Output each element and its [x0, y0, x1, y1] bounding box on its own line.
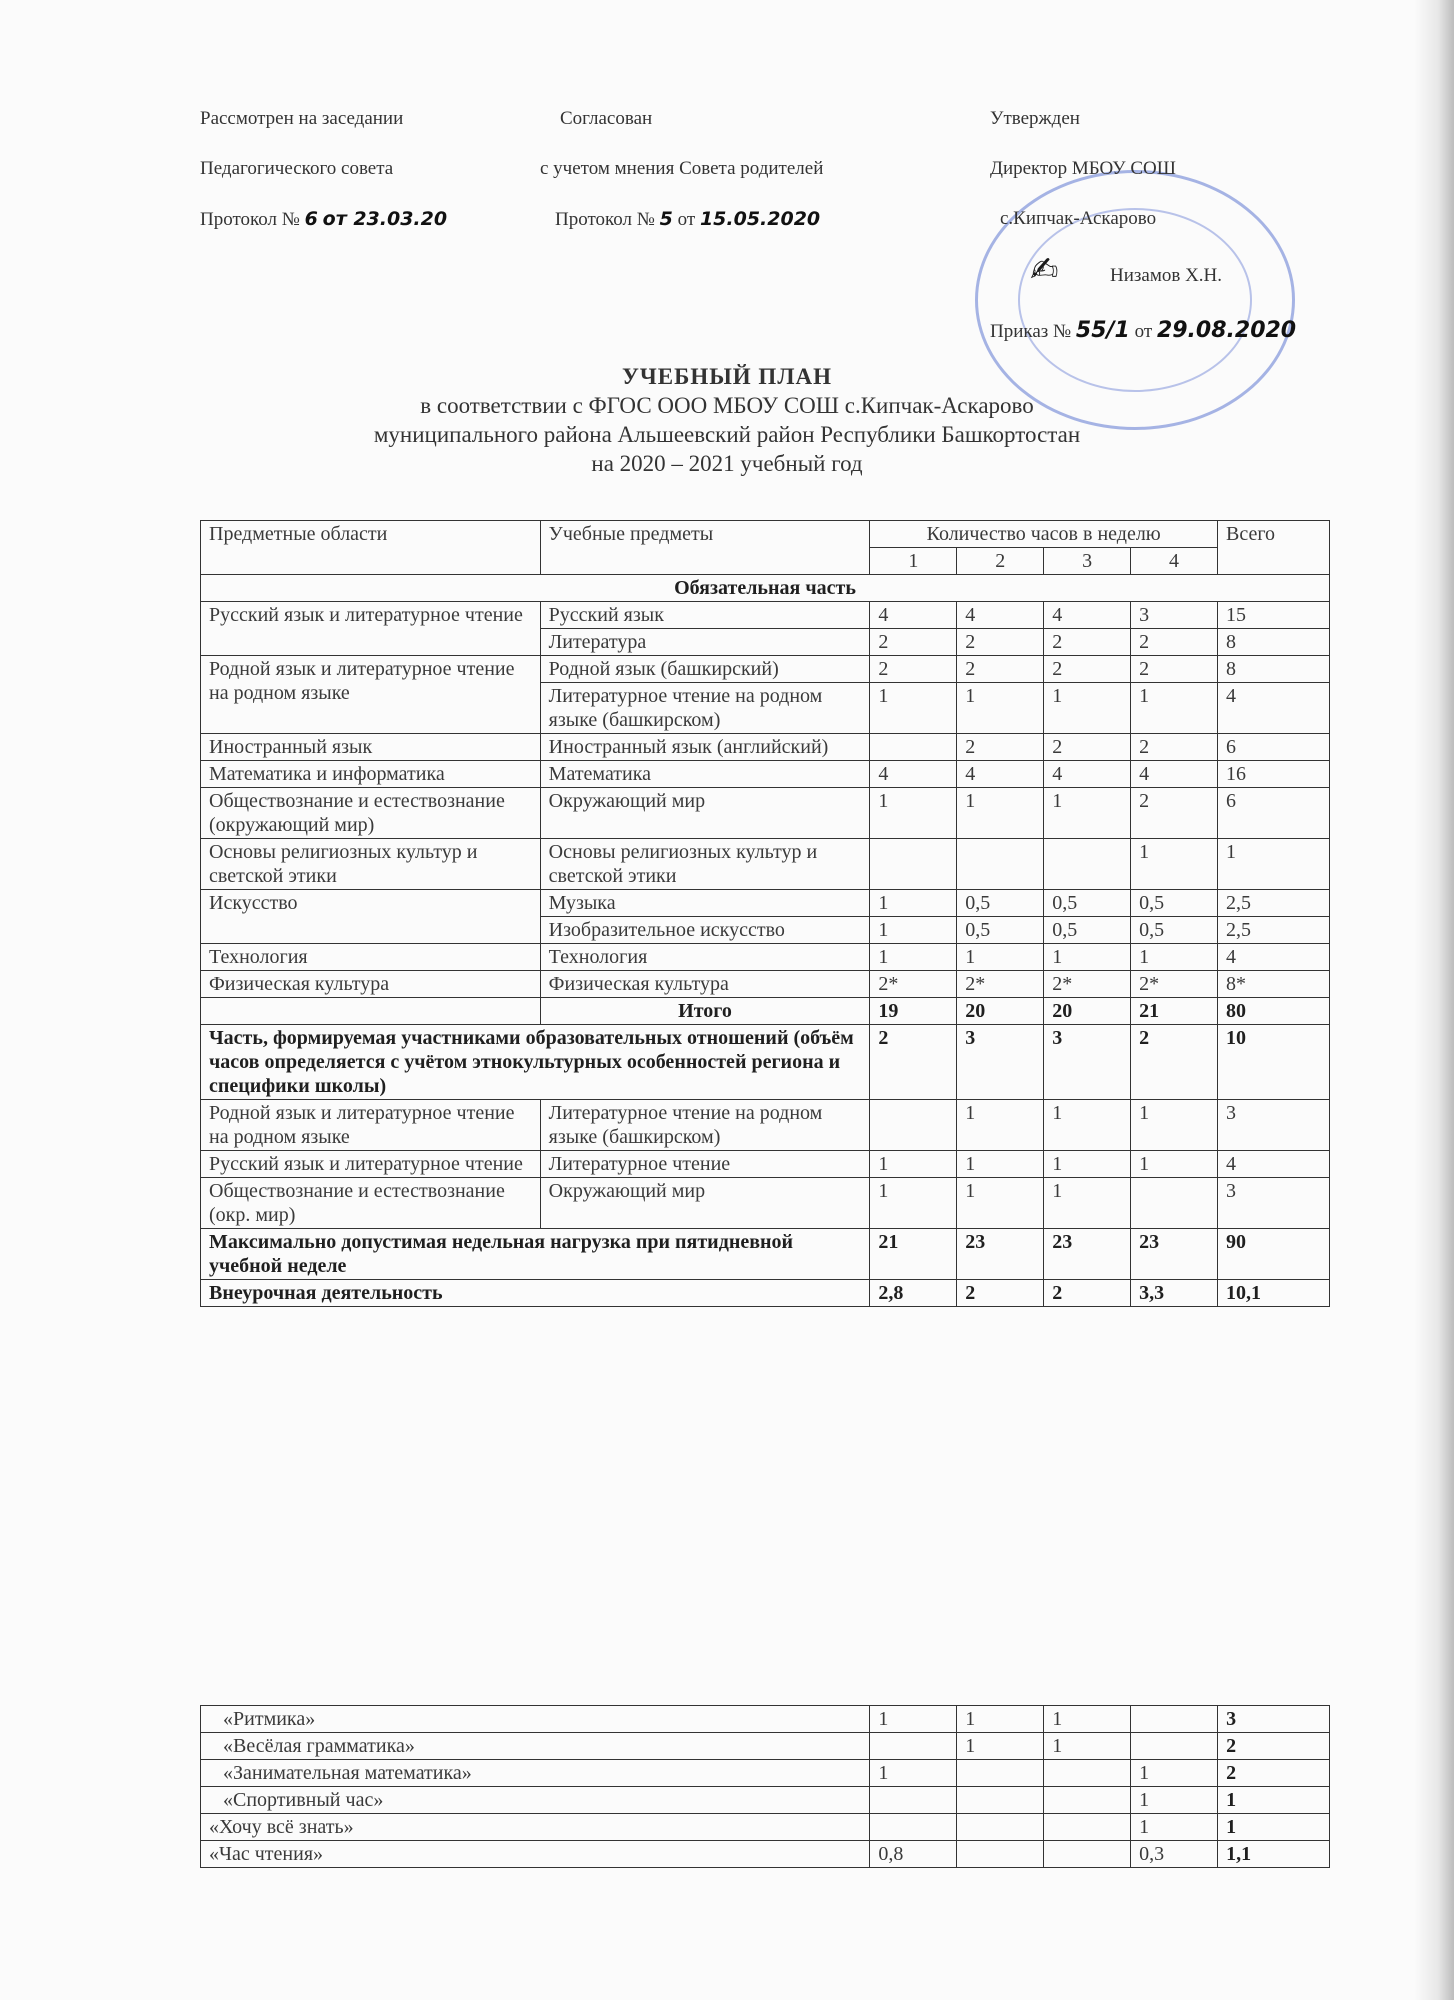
cell-grade-2: 4 — [957, 602, 1044, 629]
cell-grade-4: 2 — [1131, 734, 1218, 761]
cell-grade-1: 1 — [870, 1760, 957, 1787]
cell-grade-1: 0,8 — [870, 1841, 957, 1868]
cell-grade-2: 1 — [957, 788, 1044, 839]
cell-subject: Основы религиозных культур и светской этики — [540, 839, 870, 890]
cell-total: 15 — [1218, 602, 1330, 629]
cell-subject-area: Основы религиозных культур и светской этики — [201, 839, 541, 890]
cell-grade-3 — [1044, 1841, 1131, 1868]
cell-grade-1: 2* — [870, 971, 957, 998]
cell-subject-area: Обществознание и естествознание (окружающий мир) — [201, 788, 541, 839]
cell-grade-1: 1 — [870, 944, 957, 971]
approval-2-date-prefix: от — [677, 209, 696, 230]
table-row — [201, 1100, 1330, 1151]
cell-empty — [201, 998, 541, 1025]
cell-total: 6 — [1218, 734, 1330, 761]
cell-grade-2: 1 — [957, 1100, 1044, 1151]
cell-total: 10,1 — [1218, 1280, 1330, 1307]
approval-1-line3 — [200, 208, 447, 231]
approval-1-protocol-label: Протокол № — [200, 209, 300, 230]
scan-edge-shadow — [1414, 0, 1454, 2000]
grade-2: 2 — [957, 548, 1044, 575]
cell-grade-4: 3,3 — [1131, 1280, 1218, 1307]
cell-subject: Литература — [540, 629, 870, 656]
activity-name: «Час чтения» — [201, 1841, 870, 1868]
table-row — [201, 1151, 1330, 1178]
cell-grade-2 — [957, 1841, 1044, 1868]
cell-grade-3: 0,5 — [1044, 917, 1131, 944]
cell-subject: Математика — [540, 761, 870, 788]
cell-grade-2: 23 — [957, 1229, 1044, 1280]
cell-grade-1: 19 — [870, 998, 957, 1025]
approval-1-protocol-number: 6 — [304, 208, 318, 230]
activity-row — [201, 1787, 1330, 1814]
approval-1-line2: Педагогического совета — [200, 158, 394, 179]
approval-3-line3: с.Кипчак-Аскарово — [1000, 208, 1157, 229]
approval-3-line1: Утвержден — [990, 108, 1080, 129]
cell-grade-2 — [957, 1787, 1044, 1814]
cell-grade-1: 2 — [870, 1025, 957, 1100]
formed-part-label: Часть, формируемая участниками образовательных отношений (объём часов определяется с учётом этнокультурных особенностей региона и специфики школы) — [201, 1025, 870, 1100]
grade-4: 4 — [1131, 548, 1218, 575]
table-row — [201, 944, 1330, 971]
cell-grade-3: 1 — [1044, 1733, 1131, 1760]
cell-subject: Литературное чтение на родном языке (башкирском) — [540, 1100, 870, 1151]
cell-subject-area: Искусство — [201, 890, 541, 944]
cell-total: 3 — [1218, 1100, 1330, 1151]
cell-grade-1 — [870, 1814, 957, 1841]
max-load-row-label: Максимально допустимая недельная нагрузка при пятидневной учебной неделе — [201, 1229, 870, 1280]
table-header-row — [201, 521, 1330, 548]
cell-grade-1: 1 — [870, 683, 957, 734]
activity-name: «Хочу всё знать» — [201, 1814, 870, 1841]
cell-grade-4: 1 — [1131, 839, 1218, 890]
table-row — [201, 788, 1330, 839]
cell-subject: Музыка — [540, 890, 870, 917]
table-row — [201, 839, 1330, 890]
cell-grade-3: 2 — [1044, 1280, 1131, 1307]
cell-total: 8* — [1218, 971, 1330, 998]
approval-3-signer: Низамов Х.Н. — [1110, 265, 1223, 286]
cell-grade-3: 23 — [1044, 1229, 1131, 1280]
cell-grade-3: 2 — [1044, 734, 1131, 761]
cell-total: 80 — [1218, 998, 1330, 1025]
cell-grade-2 — [957, 839, 1044, 890]
cell-grade-3: 2 — [1044, 629, 1131, 656]
cell-grade-4 — [1131, 1706, 1218, 1733]
activity-name: «Ритмика» — [201, 1706, 870, 1733]
cell-total: 4 — [1218, 683, 1330, 734]
title-line4: на 2020 – 2021 учебный год — [591, 451, 863, 476]
cell-subject-area: Родной язык и литературное чтение на родном языке — [201, 656, 541, 734]
cell-grade-4: 0,5 — [1131, 890, 1218, 917]
approval-2-line2: с учетом мнения Совета родителей — [540, 158, 824, 179]
cell-grade-1: 21 — [870, 1229, 957, 1280]
cell-grade-4: 1 — [1131, 944, 1218, 971]
document-title — [0, 362, 1454, 478]
cell-grade-4: 23 — [1131, 1229, 1218, 1280]
cell-subject-area: Русский язык и литературное чтение — [201, 602, 541, 656]
cell-grade-1: 2 — [870, 656, 957, 683]
cell-grade-4: 1 — [1131, 683, 1218, 734]
cell-subject: Литературное чтение на родном языке (башкирском) — [540, 683, 870, 734]
cell-grade-3: 1 — [1044, 683, 1131, 734]
cell-total: 3 — [1218, 1706, 1330, 1733]
cell-grade-4: 1 — [1131, 1151, 1218, 1178]
cell-grade-2: 0,5 — [957, 890, 1044, 917]
grade-3: 3 — [1044, 548, 1131, 575]
cell-grade-2: 1 — [957, 683, 1044, 734]
cell-grade-2: 1 — [957, 944, 1044, 971]
cell-grade-1 — [870, 1787, 957, 1814]
cell-grade-3: 1 — [1044, 788, 1131, 839]
cell-grade-2: 2 — [957, 734, 1044, 761]
cell-grade-3: 1 — [1044, 1706, 1131, 1733]
cell-total: 2 — [1218, 1760, 1330, 1787]
cell-total: 3 — [1218, 1178, 1330, 1229]
cell-grade-2: 3 — [957, 1025, 1044, 1100]
cell-grade-2: 2 — [957, 656, 1044, 683]
cell-grade-1: 2 — [870, 629, 957, 656]
cell-subject: Окружающий мир — [540, 788, 870, 839]
cell-total: 1 — [1218, 1814, 1330, 1841]
cell-grade-4: 2* — [1131, 971, 1218, 998]
approval-3-order-date: 29.08.2020 — [1156, 318, 1297, 343]
activity-name: «Весёлая грамматика» — [201, 1733, 870, 1760]
cell-total: 8 — [1218, 656, 1330, 683]
cell-subject: Русский язык — [540, 602, 870, 629]
cell-grade-4 — [1131, 1178, 1218, 1229]
cell-total: 2 — [1218, 1733, 1330, 1760]
header-total: Всего — [1218, 521, 1330, 575]
approval-3-line2: Директор МБОУ СОШ — [990, 158, 1176, 179]
cell-subject: Иностранный язык (английский) — [540, 734, 870, 761]
title-main: УЧЕБНЫЙ ПЛАН — [622, 364, 832, 389]
cell-grade-1 — [870, 1100, 957, 1151]
cell-grade-1: 1 — [870, 1706, 957, 1733]
cell-subject-area: Обществознание и естествознание (окр. мир) — [201, 1178, 541, 1229]
cell-grade-3 — [1044, 839, 1131, 890]
activities-table — [200, 1705, 1330, 1868]
activity-row — [201, 1841, 1330, 1868]
cell-subject-area: Русский язык и литературное чтение — [201, 1151, 541, 1178]
header-subjects: Учебные предметы — [540, 521, 870, 575]
cell-total: 2,5 — [1218, 890, 1330, 917]
cell-grade-4: 2 — [1131, 1025, 1218, 1100]
cell-total: 8 — [1218, 629, 1330, 656]
cell-subject: Физическая культура — [540, 971, 870, 998]
activity-row — [201, 1760, 1330, 1787]
section-required-row — [201, 575, 1330, 602]
cell-total: 2,5 — [1218, 917, 1330, 944]
cell-grade-2: 20 — [957, 998, 1044, 1025]
cell-grade-1: 2,8 — [870, 1280, 957, 1307]
cell-grade-3: 0,5 — [1044, 890, 1131, 917]
table-row — [201, 890, 1330, 917]
cell-grade-2: 4 — [957, 761, 1044, 788]
cell-grade-1 — [870, 1733, 957, 1760]
cell-grade-4: 2 — [1131, 629, 1218, 656]
cell-subject: Технология — [540, 944, 870, 971]
cell-subject-area: Иностранный язык — [201, 734, 541, 761]
cell-grade-1: 1 — [870, 890, 957, 917]
cell-grade-2: 2 — [957, 1280, 1044, 1307]
cell-total: 16 — [1218, 761, 1330, 788]
cell-grade-1 — [870, 734, 957, 761]
cell-total: 4 — [1218, 944, 1330, 971]
cell-grade-4: 0,5 — [1131, 917, 1218, 944]
approval-2-protocol-number: 5 — [659, 208, 673, 230]
cell-grade-3: 1 — [1044, 944, 1131, 971]
cell-subject-area: Технология — [201, 944, 541, 971]
itogo-row — [201, 998, 1330, 1025]
cell-grade-3: 4 — [1044, 602, 1131, 629]
formed-part-row — [201, 1025, 1330, 1100]
approval-1-protocol-date: от 23.03.20 — [322, 208, 448, 230]
cell-grade-3: 1 — [1044, 1151, 1131, 1178]
cell-grade-3: 4 — [1044, 761, 1131, 788]
curriculum-table — [200, 520, 1330, 1307]
cell-grade-1: 4 — [870, 602, 957, 629]
approval-2-protocol-date: 15.05.2020 — [699, 208, 821, 230]
title-line3: муниципального района Альшеевский район Республики Башкортостан — [373, 422, 1081, 447]
activity-row — [201, 1706, 1330, 1733]
cell-total: 1 — [1218, 839, 1330, 890]
approval-3-order-prefix: Приказ № — [990, 321, 1072, 342]
table-row — [201, 761, 1330, 788]
title-line2: в соответствии с ФГОС ООО МБОУ СОШ с.Кипчак-Аскарово — [420, 393, 1034, 418]
cell-grade-3: 1 — [1044, 1178, 1131, 1229]
cell-grade-3: 20 — [1044, 998, 1131, 1025]
cell-grade-1: 1 — [870, 1151, 957, 1178]
table-row — [201, 1178, 1330, 1229]
cell-grade-4: 21 — [1131, 998, 1218, 1025]
table-row — [201, 734, 1330, 761]
cell-grade-3: 2* — [1044, 971, 1131, 998]
cell-subject: Родной язык (башкирский) — [540, 656, 870, 683]
cell-grade-3 — [1044, 1814, 1131, 1841]
cell-grade-4: 1 — [1131, 1760, 1218, 1787]
cell-grade-4: 4 — [1131, 761, 1218, 788]
table-row — [201, 971, 1330, 998]
cell-grade-2: 2 — [957, 629, 1044, 656]
cell-grade-3 — [1044, 1760, 1131, 1787]
cell-subject-area: Физическая культура — [201, 971, 541, 998]
cell-grade-4: 2 — [1131, 788, 1218, 839]
cell-total: 90 — [1218, 1229, 1330, 1280]
cell-grade-2: 2* — [957, 971, 1044, 998]
cell-grade-3 — [1044, 1787, 1131, 1814]
cell-grade-4: 0,3 — [1131, 1841, 1218, 1868]
table-row — [201, 602, 1330, 629]
cell-total: 10 — [1218, 1025, 1330, 1100]
cell-grade-3: 2 — [1044, 656, 1131, 683]
cell-grade-4 — [1131, 1733, 1218, 1760]
cell-grade-1 — [870, 839, 957, 890]
cell-grade-4: 1 — [1131, 1787, 1218, 1814]
section-required: Обязательная часть — [201, 575, 1330, 602]
cell-subject-area: Математика и информатика — [201, 761, 541, 788]
cell-grade-4: 1 — [1131, 1814, 1218, 1841]
activity-name: «Спортивный час» — [201, 1787, 870, 1814]
cell-subject: Изобразительное искусство — [540, 917, 870, 944]
cell-grade-1: 1 — [870, 917, 957, 944]
table-row — [201, 656, 1330, 683]
cell-grade-2: 1 — [957, 1178, 1044, 1229]
cell-grade-2: 1 — [957, 1733, 1044, 1760]
approval-3-order-number: 55/1 — [1075, 318, 1130, 343]
itogo-label: Итого — [540, 998, 870, 1025]
header-hours-per-week: Количество часов в неделю — [870, 521, 1218, 548]
cell-total: 1 — [1218, 1787, 1330, 1814]
cell-grade-2: 0,5 — [957, 917, 1044, 944]
activity-row — [201, 1733, 1330, 1760]
cell-grade-2: 1 — [957, 1151, 1044, 1178]
activity-name: «Занимательная математика» — [201, 1760, 870, 1787]
cell-grade-2 — [957, 1760, 1044, 1787]
cell-total: 4 — [1218, 1151, 1330, 1178]
approval-3-order-from: от — [1134, 321, 1153, 342]
cell-subject: Литературное чтение — [540, 1151, 870, 1178]
cell-grade-4: 3 — [1131, 602, 1218, 629]
cell-grade-2 — [957, 1814, 1044, 1841]
extracurricular-row-label: Внеурочная деятельность — [201, 1280, 870, 1307]
cell-grade-1: 4 — [870, 761, 957, 788]
cell-subject-area: Родной язык и литературное чтение на родном языке — [201, 1100, 541, 1151]
max-load-row — [201, 1229, 1330, 1280]
cell-grade-2: 1 — [957, 1706, 1044, 1733]
cell-grade-4: 1 — [1131, 1100, 1218, 1151]
header-subject-areas: Предметные области — [201, 521, 541, 575]
approval-2-line3 — [555, 208, 820, 231]
cell-grade-4: 2 — [1131, 656, 1218, 683]
cell-subject: Окружающий мир — [540, 1178, 870, 1229]
approval-1-line1: Рассмотрен на заседании — [200, 108, 404, 129]
approval-3-order — [990, 318, 1296, 343]
cell-grade-3: 1 — [1044, 1100, 1131, 1151]
approval-2-line1: Согласован — [560, 108, 653, 129]
cell-grade-1: 1 — [870, 1178, 957, 1229]
director-signature: ✍ — [1030, 250, 1059, 290]
cell-grade-1: 1 — [870, 788, 957, 839]
cell-total: 6 — [1218, 788, 1330, 839]
cell-grade-3: 3 — [1044, 1025, 1131, 1100]
grade-1: 1 — [870, 548, 957, 575]
cell-total: 1,1 — [1218, 1841, 1330, 1868]
activity-row — [201, 1814, 1330, 1841]
extracurricular-row — [201, 1280, 1330, 1307]
approval-2-protocol-label: Протокол № — [555, 209, 655, 230]
